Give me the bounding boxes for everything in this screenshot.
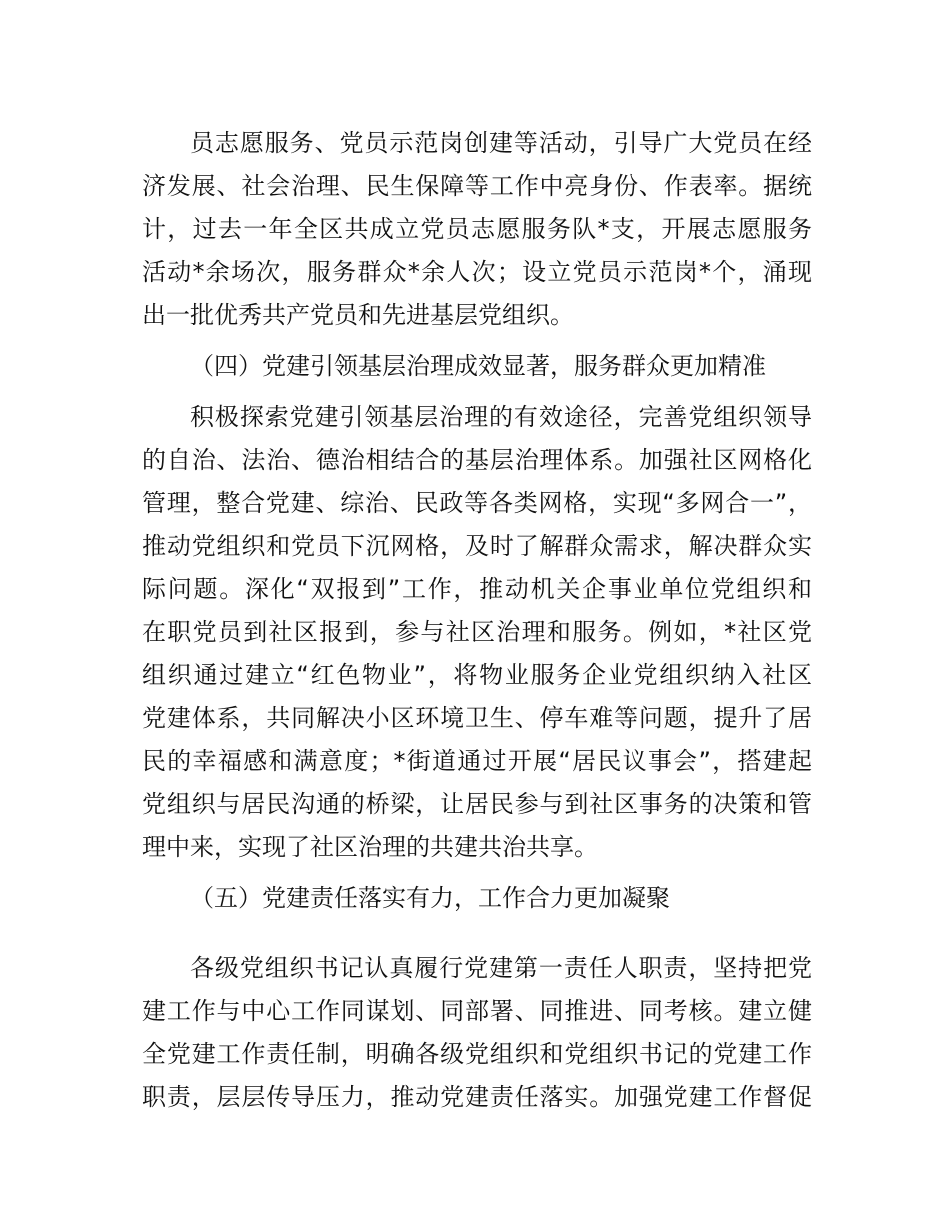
- text-line: 理中来，实现了社区治理的共建共治共享。: [142, 833, 598, 861]
- text-line: 组织通过建立“红色物业”，将物业服务企业党组织纳入社区: [142, 661, 812, 689]
- text-line: 党组织与居民沟通的桥梁，让居民参与到社区事务的决策和管: [142, 790, 812, 818]
- paragraph-volunteer-service: [142, 122, 812, 337]
- text-line: 活动*余场次，服务群众*余人次；设立党员示范岗*个，涌现: [142, 258, 812, 286]
- text-line: 积极探索党建引领基层治理的有效途径，完善党组织领导: [190, 403, 812, 431]
- text-line: 全党建工作责任制，明确各级党组织和党组织书记的党建工作: [142, 1040, 812, 1068]
- paragraph-responsibility: [142, 947, 812, 1119]
- document-page: [142, 122, 812, 1119]
- text-line: 党建体系，共同解决小区环境卫生、停车难等问题，提升了居: [142, 704, 812, 732]
- text-line: 在职党员到社区报到，参与社区治理和服务。例如，*社区党: [142, 618, 812, 646]
- text-line: 管理，整合党建、综治、民政等各类网格，实现“多网合一”，: [142, 489, 812, 517]
- text-line: 各级党组织书记认真履行党建第一责任人职责，坚持把党: [190, 954, 812, 982]
- section-heading-4: （四）党建引领基层治理成效显著，服务群众更加精准: [190, 352, 766, 380]
- text-line: 职责，层层传导压力，推动党建责任落实。加强党建工作督促: [142, 1083, 812, 1111]
- text-line: 民的幸福感和满意度；*街道通过开展“居民议事会”，搭建起: [142, 747, 812, 775]
- text-line: 出一批优秀共产党员和先进基层党组织。: [142, 301, 574, 329]
- text-line: 推动党组织和党员下沉网格，及时了解群众需求，解决群众实: [142, 532, 812, 560]
- text-line: 员志愿服务、党员示范岗创建等活动，引导广大党员在经: [190, 129, 812, 157]
- text-line: 际问题。深化“双报到”工作，推动机关企事业单位党组织和: [142, 575, 812, 603]
- text-line: 济发展、社会治理、民生保障等工作中亮身份、作表率。据统: [142, 172, 812, 200]
- paragraph-grassroots-governance: [142, 396, 812, 869]
- text-line: 的自治、法治、德治相结合的基层治理体系。加强社区网格化: [142, 446, 812, 474]
- text-line: 建工作与中心工作同谋划、同部署、同推进、同考核。建立健: [142, 997, 812, 1025]
- section-heading-5: （五）党建责任落实有力，工作合力更加凝聚: [190, 884, 670, 912]
- text-line: 计，过去一年全区共成立党员志愿服务队*支，开展志愿服务: [142, 215, 812, 243]
